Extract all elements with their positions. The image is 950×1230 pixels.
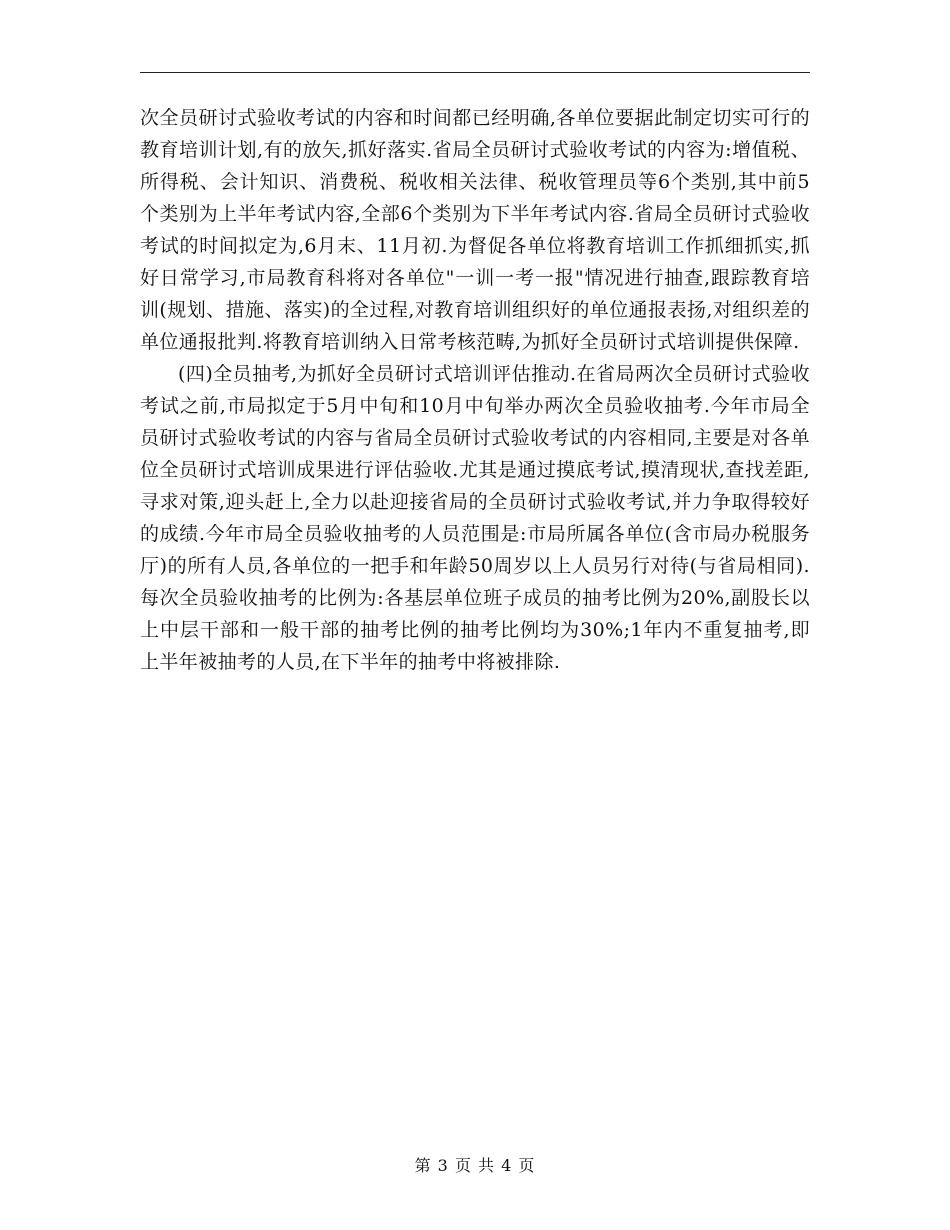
page-number-footer: 第 3 页 共 4 页 bbox=[414, 1156, 536, 1175]
header-rule bbox=[140, 72, 810, 73]
paragraph-section-four: (四)全员抽考,为抓好全员研讨式培训评估推动.在省局两次全员研讨式验收考试之前,市局拟定于5月中旬和10月中旬举办两次全员验收抽考.今年市局全员研讨式验收考试的内容与省局全员研讨式验收考试的内容相同,主要是对各单位全员研讨式培训成果进行评估验收.尤其是通过摸底考试,摸清现状,查找差距,寻求对策,迎头赶上,全力以赴迎接省局的全员研讨式验收考试,并力争取得较好的成绩.今年市局全员验收抽考的人员范围是:市局所属各单位(含市局办税服务厅)的所有人员,各单位的一把手和年龄50周岁以上人员另行对待(与省局相同).每次全员验收抽考的比例为:各基层单位班子成员的抽考比例为20%,副股长以上中层干部和一般干部的抽考比例的抽考比例均为30%;1年内不重复抽考,即上半年被抽考的人员,在下半年的抽考中将被排除. bbox=[140, 363, 810, 673]
body-text bbox=[140, 102, 810, 678]
paragraph-continued: 次全员研讨式验收考试的内容和时间都已经明确,各单位要据此制定切实可行的教育培训计划,有的放矢,抓好落实.省局全员研讨式验收考试的内容为:增值税、所得税、会计知识、消费税、税收相关法律、税收管理员等6个类别,其中前5个类别为上半年考试内容,全部6个类别为下半年考试内容.省局全员研讨式验收考试的时间拟定为,6月末、11月初.为督促各单位将教育培训工作抓细抓实,抓好日常学习,市局教育科将对各单位"一训一考一报"情况进行抽查,跟踪教育培训(规划、措施、落实)的全过程,对教育培训组织好的单位通报表扬,对组织差的单位通报批判.将教育培训纳入日常考核范畴,为抓好全员研讨式培训提供保障. bbox=[140, 107, 810, 353]
